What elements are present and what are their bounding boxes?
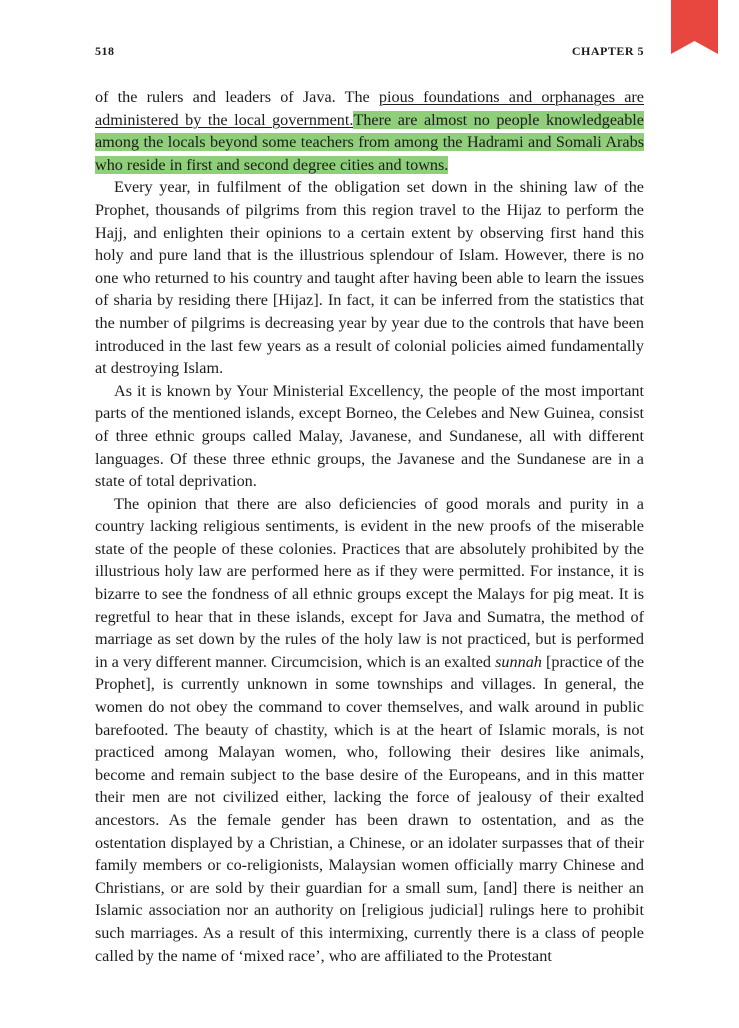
page-body — [95, 86, 644, 967]
page-number: 518 — [95, 44, 115, 58]
highlighted-passage[interactable]: There are almost no people knowledgeable among the locals beyond some teachers from among the Hadrami and Somali Arabs who reside in first and second degree cities and towns. — [95, 110, 644, 174]
underlined-passage[interactable]: pious foundations and orphanages are administered by the local government. — [95, 88, 644, 129]
italic-term: sunnah — [495, 652, 542, 671]
paragraph-1-start: of the rulers and leaders of Java. The — [95, 88, 379, 106]
paragraph-3: As it is known by Your Ministerial Excellency, the people of the most important parts of the mentioned islands, except Borneo, the Celebes and New Guinea, consist of three ethnic groups called Malay, Javanese, and Sundanese, all with different languages. Of these three ethnic groups, the Javanese and the Sundanese are in a state of total deprivation. — [95, 381, 644, 491]
paragraph-4-end: [practice of the Prophet], is currently unknown in some townships and villages. In general, the women do not obey the command to cover themselves, and walk around in public barefooted. The beauty of chastity, which is at the heart of Islamic morals, is not practiced among Malayan women, who, following their desires like animals, become and remain subject to the base desire of the Europeans, and in this matter their men are not civilized either, lacking the force of jealousy of their exalted ancestors. As the female gender has been drawn to ostentation, and as the ostentation displayed by a Christian, a Chinese, or an idolater surpasses that of their family members or co-religionists, Malaysian women officially marry Chinese and Christians, or are sold by their guardian for a small sum, [and] there is neither an Islamic association nor an authority on [religious judicial] rulings here to prohibit such marriages. As a result of this intermixing, currently there is a class of people called by the name of ‘mixed race’, who are affiliated to the Protestant — [95, 652, 644, 965]
paragraph-4-start: The opinion that there are also deficiencies of good morals and purity in a country lacking religious sentiments, is evident in the new proofs of the miserable state of the people of these colonies. Practices that are absolutely prohibited by the illustrious holy law are performed here as if they were permitted. For instance, it is bizarre to see the fondness of all ethnic groups except the Malays for pig meat. It is regretful to hear that in these islands, except for Java and Sumatra, the method of marriage as set down by the rules of the holy law is not practiced, but is performed in a very different manner. Circumcision, which is an exalted — [95, 494, 644, 671]
bookmark-ribbon-icon[interactable] — [671, 0, 718, 54]
paragraph-4 — [95, 493, 644, 967]
paragraph-2: Every year, in fulfilment of the obligation set down in the shining law of the Prophet, thousands of pilgrims from this region travel to the Hijaz to perform the Hajj, and enlighten their opinions to a certain extent by observing first hand this holy and pure land that is the illustrious splendour of Islam. However, there is no one who returned to his country and taught after having been able to learn the issues of sharia by residing there [Hijaz]. In fact, it can be inferred from the statistics that the number of pilgrims is decreasing year by year due to the controls that have been introduced in the last few years as a result of colonial policies aimed fundamentally at destroying Islam. — [95, 178, 644, 378]
chapter-title: CHAPTER 5 — [571, 44, 644, 58]
paragraph-1 — [95, 86, 644, 176]
